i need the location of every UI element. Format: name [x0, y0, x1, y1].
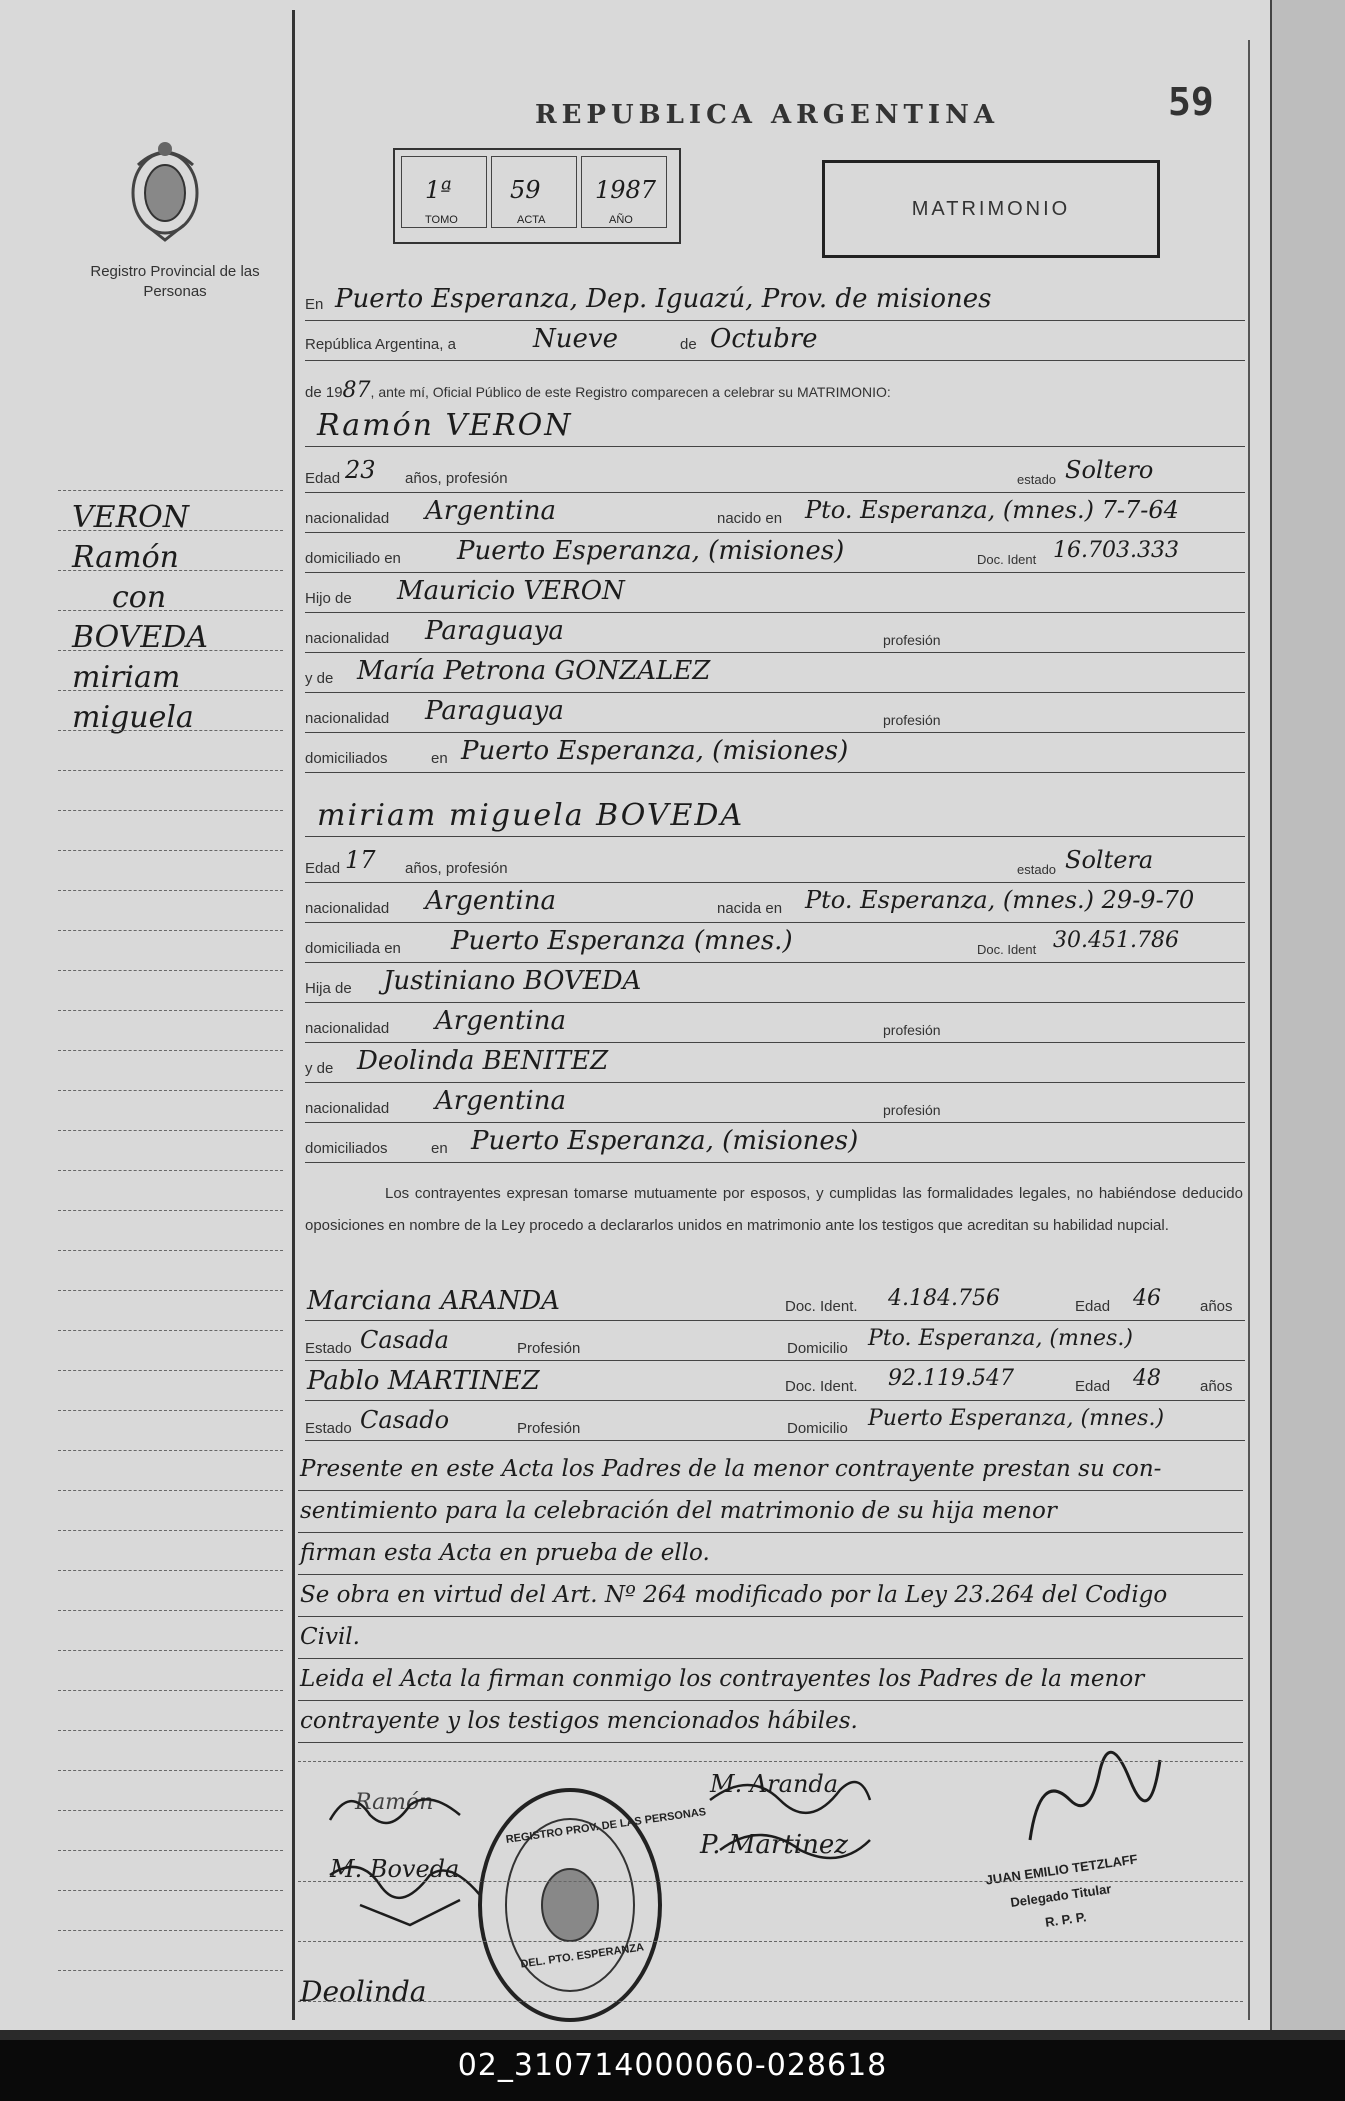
day-value: Nueve: [533, 324, 618, 354]
note-line: Se obra en virtud del Art. Nº 264 modificado por la Ley 23.264 del Codigo: [298, 1576, 1243, 1617]
witness-1-domicile: Pto. Esperanza, (mnes.): [868, 1326, 1133, 1351]
groom-doc: 16.703.333: [1053, 538, 1179, 563]
acta-label: ACTA: [517, 214, 546, 226]
tomo-label: TOMO: [425, 214, 458, 226]
official-name: JUAN EMILIO TETZLAFF: [984, 1851, 1139, 1888]
signature-witness-2-text: P. Martinez: [700, 1830, 848, 1860]
month-value: Octubre: [710, 324, 818, 354]
groom-nationality: Argentina: [425, 496, 556, 526]
official-title: Delegado Titular: [1009, 1881, 1113, 1910]
groom-mother-nationality: Paraguaya: [425, 696, 564, 726]
bride-nationality: Argentina: [425, 886, 556, 916]
intro-line-2: República Argentina, a Nueve de Octubre: [305, 320, 1245, 361]
signature-line: [298, 1760, 1243, 1762]
intro-line-3: de 1987, ante mí, Oficial Público de este Registro comparecen a celebrar su MATRIMONIO:: [305, 378, 891, 403]
bride-birthplace: Pto. Esperanza, (mnes.) 29-9-70: [805, 886, 1195, 914]
coat-of-arms-emblem: [118, 135, 213, 250]
witness-2-domicile: Puerto Esperanza, (mnes.): [868, 1406, 1165, 1431]
seal-text-top: REGISTRO PROV. DE LAS PERSONAS: [505, 1806, 707, 1846]
note-line: sentimiento para la celebración del matrimonio de su hija menor: [298, 1492, 1243, 1533]
signature-groom-text: Ramón: [355, 1790, 434, 1815]
seal-text-bottom: DEL. PTO. ESPERANZA: [519, 1941, 645, 1971]
witness-1-estado: Casada: [360, 1326, 449, 1354]
intro-line-1: En Puerto Esperanza, Dep. Iguazú, Prov. de misiones: [305, 280, 1245, 321]
groom-estado: Soltero: [1065, 456, 1154, 484]
year-value: 87: [342, 378, 371, 403]
bride-mother-nationality-line: nacionalidad Argentina profesión: [305, 1082, 1245, 1123]
place-value: Puerto Esperanza, Dep. Iguazú, Prov. de misiones: [335, 284, 992, 314]
groom-nationality-line: nacionalidad Argentina nacido en Pto. Esperanza, (mnes.) 7-7-64: [305, 492, 1245, 533]
right-rule: [1248, 40, 1250, 2020]
bride-father: Justiniano BOVEDA: [383, 966, 642, 996]
bride-age: 17: [345, 846, 376, 874]
groom-mother: María Petrona GONZALEZ: [357, 656, 711, 686]
signature-line: [298, 1940, 1243, 1942]
bride-parents-domicile: Puerto Esperanza, (misiones): [471, 1126, 859, 1156]
note-line: Presente en este Acta los Padres de la menor contrayente prestan su con-: [298, 1450, 1243, 1491]
witness-2-line: Pablo MARTINEZ Doc. Ident. 92.119.547 Edad 48 años: [305, 1360, 1245, 1401]
witness-1-age: 46: [1133, 1286, 1161, 1311]
bride-estado: Soltera: [1065, 846, 1154, 874]
witness-1-details: Estado Casada Profesión Domicilio Pto. Esperanza, (mnes.): [305, 1320, 1245, 1361]
groom-father-nationality-line: nacionalidad Paraguaya profesión: [305, 612, 1245, 653]
book-edge: [1270, 0, 1345, 2030]
bride-nationality-line: nacionalidad Argentina nacida en Pto. Esperanza, (mnes.) 29-9-70: [305, 882, 1245, 923]
groom-name-line: [305, 400, 1245, 447]
margin-note-line: VERON: [72, 500, 189, 535]
bride-name-line: [305, 790, 1245, 837]
signature-witness-1-text: M. Aranda: [710, 1770, 839, 1798]
groom-father: Mauricio VERON: [397, 576, 625, 606]
bride-mother: Deolinda BENITEZ: [357, 1046, 609, 1076]
witness-1-line: Marciana ARANDA Doc. Ident. 4.184.756 Edad 46 años: [305, 1280, 1245, 1321]
groom-age: 23: [345, 456, 376, 484]
witness-1-name: Marciana ARANDA: [307, 1286, 560, 1316]
witness-2-age: 48: [1133, 1366, 1161, 1391]
signature-bride-text: M. Boveda: [330, 1855, 460, 1883]
page-number: 59: [1168, 80, 1214, 124]
ano-value: 1987: [595, 176, 657, 204]
groom-mother-nationality-line: nacionalidad Paraguaya profesión: [305, 692, 1245, 733]
witness-2-name: Pablo MARTINEZ: [307, 1366, 540, 1396]
groom-father-line: Hijo de Mauricio VERON: [305, 572, 1245, 613]
witness-2-doc: 92.119.547: [888, 1366, 1014, 1391]
bride-parents-domicile-line: domiciliados en Puerto Esperanza, (misiones): [305, 1122, 1245, 1163]
margin-note-line: miriam: [72, 660, 181, 695]
tomo-value: 1ª: [425, 176, 452, 204]
bride-mother-line: y de Deolinda BENITEZ: [305, 1042, 1245, 1083]
bride-mother-nationality: Argentina: [435, 1086, 566, 1116]
signature-line: [298, 1880, 1243, 1882]
margin-note-line: miguela: [72, 700, 194, 735]
bride-domicile-line: domiciliada en Puerto Esperanza (mnes.) Doc. Ident 30.451.786: [305, 922, 1245, 963]
groom-parents-domicile: Puerto Esperanza, (misiones): [461, 736, 849, 766]
bride-father-nationality-line: nacionalidad Argentina profesión: [305, 1002, 1245, 1043]
note-line: contrayente y los testigos mencionados hábiles.: [298, 1702, 1243, 1743]
bride-domicile: Puerto Esperanza (mnes.): [451, 926, 793, 956]
witness-1-doc: 4.184.756: [888, 1286, 1000, 1311]
groom-domicile-line: domiciliado en Puerto Esperanza, (misiones) Doc. Ident 16.703.333: [305, 532, 1245, 573]
groom-domicile: Puerto Esperanza, (misiones): [457, 536, 845, 566]
margin-note-line: con: [112, 580, 167, 615]
bride-age-line: Edad 17 años, profesión estado Soltera: [305, 842, 1245, 883]
margin-note-line: Ramón: [72, 540, 179, 575]
scan-id: 02_310714000060-028618: [457, 2048, 888, 2083]
bride-doc: 30.451.786: [1053, 928, 1179, 953]
groom-birthplace: Pto. Esperanza, (mnes.) 7-7-64: [805, 496, 1179, 524]
groom-father-nationality: Paraguaya: [425, 616, 564, 646]
bride-father-nationality: Argentina: [435, 1006, 566, 1036]
declaration-text: Los contrayentes expresan tomarse mutuamente por esposos, y cumplidas las formalidades legales, no habiéndose deducido oposiciones en nombre de la Ley procedo a declararlos unidos en matrimonio ante los testigos que acreditan su habilidad nupcial.: [305, 1185, 1243, 1234]
record-id-box: [393, 148, 681, 244]
official-org: R. P. P.: [1044, 1909, 1088, 1930]
margin-note-line: BOVEDA: [72, 620, 208, 655]
signature-line: [298, 2000, 1243, 2002]
groom-mother-line: y de María Petrona GONZALEZ: [305, 652, 1245, 693]
witness-2-estado: Casado: [360, 1406, 450, 1434]
groom-age-line: Edad 23 años, profesión estado Soltero: [305, 452, 1245, 493]
margin-rule: [292, 10, 295, 2020]
bride-name: miriam miguela BOVEDA: [317, 798, 745, 833]
note-line: Civil.: [298, 1618, 1243, 1659]
country-title: REPUBLICA ARGENTINA: [535, 100, 1000, 130]
note-line: firman esta Acta en prueba de ello.: [298, 1534, 1243, 1575]
groom-name: Ramón VERON: [317, 408, 573, 443]
ano-label: AÑO: [609, 214, 633, 226]
groom-parents-domicile-line: domiciliados en Puerto Esperanza, (misiones): [305, 732, 1245, 773]
registry-name: Registro Provincial de las Personas: [90, 263, 260, 300]
signature-deolinda: Deolinda: [300, 1975, 427, 2008]
bride-father-line: Hija de Justiniano BOVEDA: [305, 962, 1245, 1003]
act-type-box: [822, 160, 1160, 258]
acta-value: 59: [510, 176, 541, 204]
note-line: Leida el Acta la firman conmigo los contrayentes los Padres de la menor: [298, 1660, 1243, 1701]
act-type-label: MATRIMONIO: [911, 197, 1071, 220]
witness-2-details: Estado Casado Profesión Domicilio Puerto Esperanza, (mnes.): [305, 1400, 1245, 1441]
